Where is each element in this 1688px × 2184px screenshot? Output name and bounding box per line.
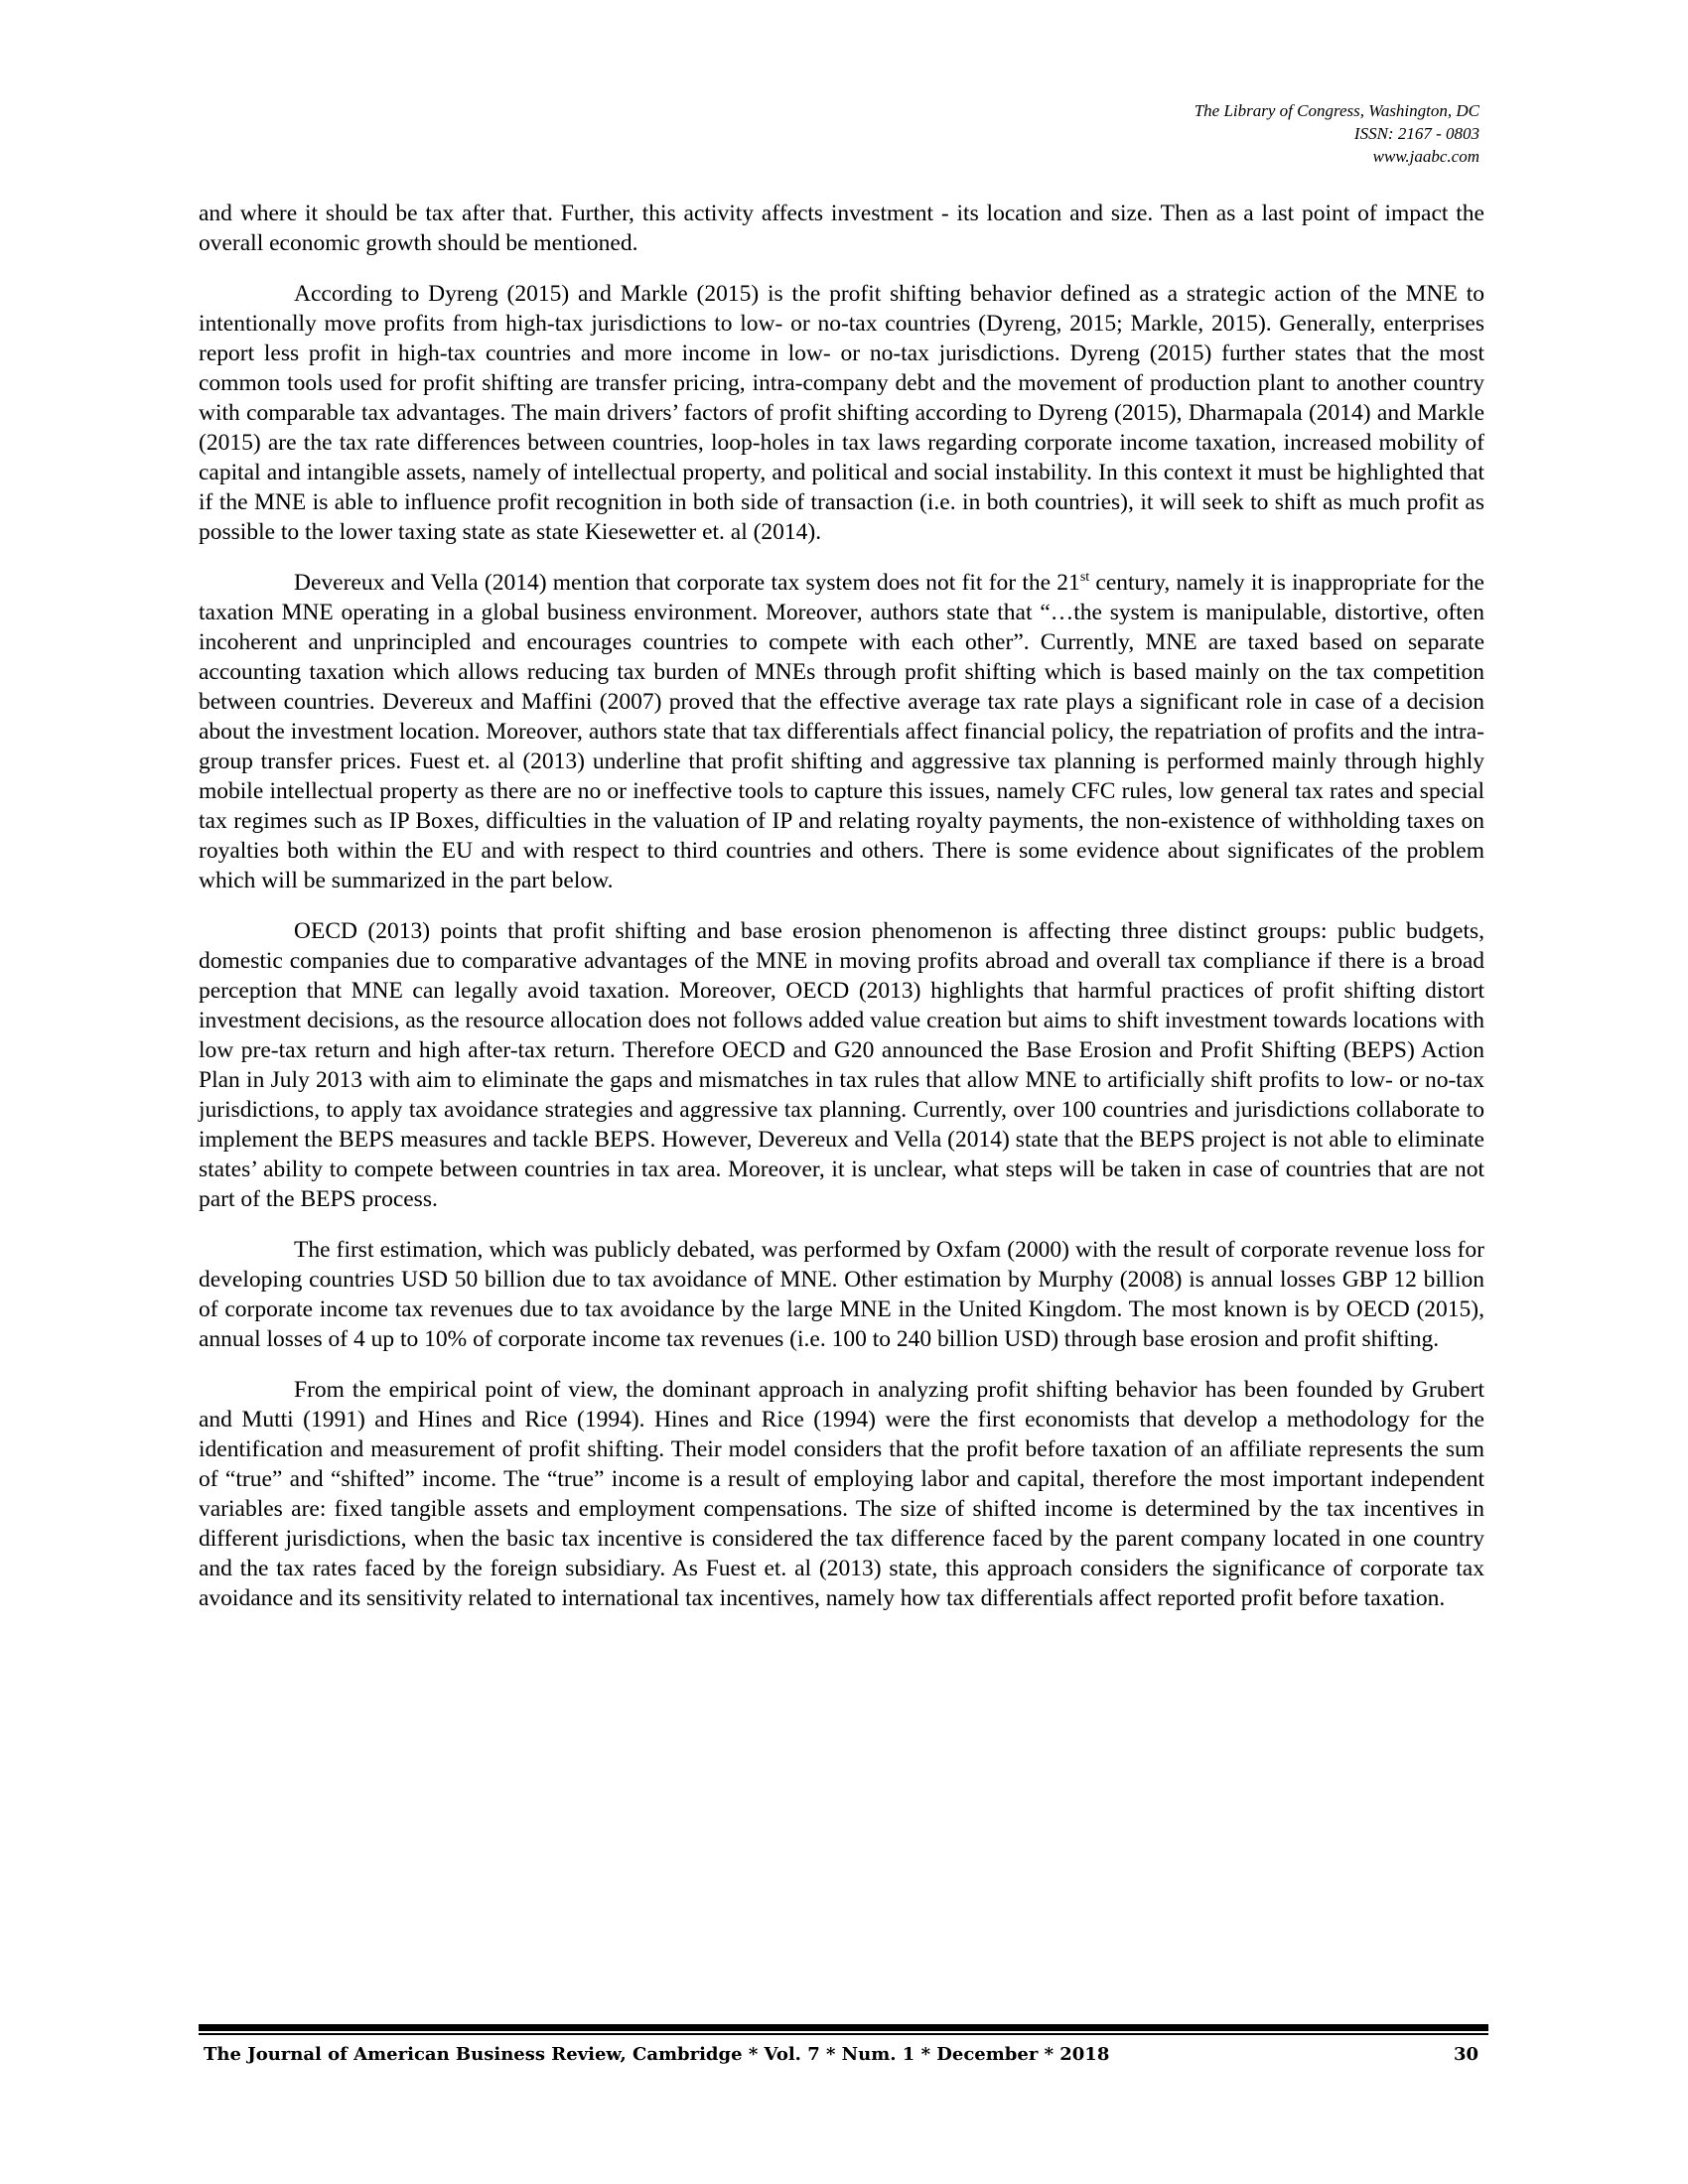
running-header: [1195, 99, 1479, 168]
paragraph-estimations: The first estimation, which was publicly debated, was performed by Oxfam (2000) with the result of corporate revenue loss for developing countries USD 50 billion due to tax avoidance of MNE. Other estimation by Murphy (2008) is annual losses GBP 12 billion of corporate income tax revenues due to tax avoidance by the large MNE in the United Kingdom. The most known is by OECD (2015), annual losses of 4 up to 10% of corporate income tax revenues (i.e. 100 to 240 billion USD) through base erosion and profit shifting.: [199, 1237, 1484, 1352]
header-issn: ISSN: 2167 - 0803: [1353, 124, 1479, 143]
paragraph-empirical-approach: From the empirical point of view, the dominant approach in analyzing profit shifting behavior has been founded by Grubert and Mutti (1991) and Hines and Rice (1994). Hines and Rice (1994) were the first economists that develop a methodology for the identification and measurement of profit shifting. Their model considers that the profit before taxation of an affiliate represents the sum of “true” and “shifted” income. The “true” income is a result of employing labor and capital, therefore the most important independent variables are: fixed tangible assets and employment compensations. The size of shifted income is determined by the tax incentives in different jurisdictions, when the basic tax incentive is considered the tax difference faced by the parent company located in one country and the tax rates faced by the foreign subsidiary. As Fuest et. al (2013) state, this approach considers the significance of corporate tax avoidance and its sensitivity related to international tax incentives, namely how tax differentials affect reported profit before taxation.: [199, 1377, 1484, 1611]
header-publisher: The Library of Congress, Washington, DC: [1194, 101, 1479, 120]
paragraph-text-part: century, namely it is inappropriate for the taxation MNE operating in a global business environment. Moreover, authors state that “…the system is manipulable, distortive, often incoherent and unprincipled and encourages countries to compete with each other”. Currently, MNE are taxed based on separate accounting taxation which allows reducing tax burden of MNEs through profit shifting which is based mainly on the tax competition between countries. Devereux and Maffini (2007) proved that the effective average tax rate plays a significant role in case of a decision about the investment location. Moreover, authors state that tax differentials affect financial policy, the repatriation of profits and the intra-group transfer prices. Fuest et. al (2013) underline that profit shifting and aggressive tax planning is performed mainly through highly mobile intellectual property as there are no or ineffective tools to capture this issues, namely CFC rules, low general tax rates and special tax regimes such as IP Boxes, difficulties in the valuation of IP and relating royalty payments, the non-existence of withholding taxes on royalties both within the EU and with respect to third countries and others. There is some evidence about significates of the problem which will be summarized in the part below.: [199, 570, 1484, 893]
footer-rule-thick: [199, 2024, 1488, 2031]
header-website: www.jaabc.com: [1372, 147, 1479, 166]
paragraph-profit-shifting-definition: According to Dyreng (2015) and Markle (2015) is the profit shifting behavior defined as a strategic action of the MNE to intentionally move profits from high-tax jurisdictions to low- or no-tax countries (Dyreng, 2015; Markle, 2015). Generally, enterprises report less profit in high-tax countries and more income in low- or no-tax jurisdictions. Dyreng (2015) further states that the most common tools used for profit shifting are transfer pricing, intra-company debt and the movement of production plant to another country with comparable tax advantages. The main drivers’ factors of profit shifting according to Dyreng (2015), Dharmapala (2014) and Markle (2015) are the tax rate differences between countries, loop-holes in tax laws regarding corporate income taxation, increased mobility of capital and intangible assets, namely of intellectual property, and political and social instability. In this context it must be highlighted that if the MNE is able to influence profit recognition in both side of transaction (i.e. in both countries), it will seek to shift as much profit as possible to the lower taxing state as state Kiesewetter et. al (2014).: [199, 281, 1484, 545]
footer-journal-citation: The Journal of American Business Review, Cambridge * Vol. 7 * Num. 1 * December * 2018: [204, 2044, 1110, 2065]
superscript-ordinal: st: [1079, 570, 1090, 586]
footer-rule-thin: [199, 2033, 1488, 2035]
paragraph-continuation: and where it should be tax after that. Further, this activity affects investment - its location and size. Then as a last point of impact the overall economic growth should be mentioned.: [199, 201, 1484, 256]
paragraph-devereux-vella: [199, 568, 1484, 895]
paragraph-oecd-beps: OECD (2013) points that profit shifting and base erosion phenomenon is affecting three distinct groups: public budgets, domestic companies due to comparative advantages of the MNE in moving profits abroad and overall tax compliance if there is a broad perception that MNE can legally avoid taxation. Moreover, OECD (2013) highlights that harmful practices of profit shifting distort investment decisions, as the resource allocation does not follows added value creation but aims to shift investment towards locations with low pre-tax return and high after-tax return. Therefore OECD and G20 announced the Base Erosion and Profit Shifting (BEPS) Action Plan in July 2013 with aim to eliminate the gaps and mismatches in tax rules that allow MNE to artificially shift profits to low- or no-tax jurisdictions, to apply tax avoidance strategies and aggressive tax planning. Currently, over 100 countries and jurisdictions collaborate to implement the BEPS measures and tackle BEPS. However, Devereux and Vella (2014) state that the BEPS project is not able to eliminate states’ ability to compete between countries in tax area. Moreover, it is unclear, what steps will be taken in case of countries that are not part of the BEPS process.: [199, 918, 1484, 1212]
page-number: 30: [1453, 2044, 1478, 2065]
body-text: [199, 199, 1484, 1634]
paragraph-text-part: Devereux and Vella (2014) mention that corporate tax system does not fit for the 21: [294, 570, 1080, 596]
